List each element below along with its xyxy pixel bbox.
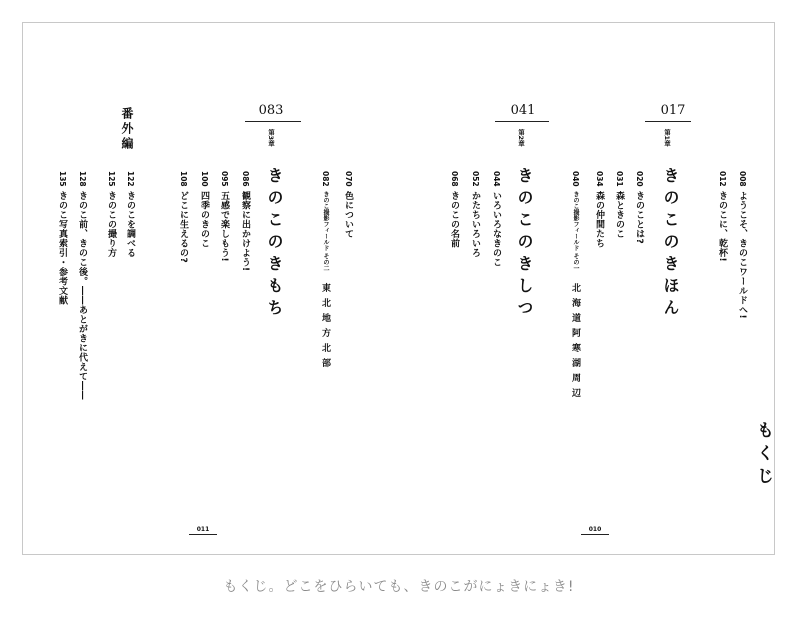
bangai-entry-3[interactable] [73, 171, 92, 400]
entry-title: 森ときのこ [614, 190, 624, 239]
entry-title: かたちいろいろ [470, 190, 480, 258]
field-location: 東北地方北部 [320, 282, 330, 373]
entry-title: きのこの撮り方 [106, 190, 116, 258]
page-number: 031 [615, 171, 624, 187]
entry-title: きのことは? [634, 190, 644, 244]
bangai-entry-1[interactable] [121, 171, 140, 257]
folio-right: 010 [581, 526, 609, 535]
page-number: 008 [738, 171, 747, 187]
caption: もくじ。どこをひらいても、きのこがにょきにょき! [223, 579, 575, 595]
intro-entry-1[interactable] [733, 171, 752, 319]
chapter2-rule [495, 121, 549, 122]
entry-title: きのこを調べる [125, 190, 135, 258]
page-number: 125 [107, 171, 116, 187]
entry-title: きのこ前、きのこ後。――あとがきに代えて―― [77, 190, 87, 400]
page-number: 108 [179, 171, 188, 187]
entry-title: 色について [343, 190, 353, 239]
entry-title: 森の仲間たち [594, 190, 604, 248]
field-entry-1[interactable] [569, 171, 582, 403]
chapter1-entry-2[interactable] [610, 171, 629, 238]
page-number: 034 [595, 171, 604, 187]
mokuji-title: もくじ [753, 421, 773, 490]
entry-title: どこに生えるの? [178, 190, 188, 263]
chapter2-entry-1[interactable] [487, 171, 506, 267]
page-number: 128 [78, 171, 87, 187]
chapter3-title[interactable]: きのこのきもち [265, 167, 284, 321]
folio-left: 011 [189, 526, 217, 535]
chapter2-label: 第2章 [517, 129, 525, 147]
chapter3-label: 第3章 [267, 129, 275, 147]
field-title: きのこ撮影フィールド その一 [572, 190, 579, 271]
chapter3-number: 083 [258, 103, 284, 118]
field-entry-2[interactable] [319, 171, 332, 373]
entry-title: きのこ写真索引・参考文献 [57, 190, 67, 305]
page-number: 095 [220, 171, 229, 187]
chapter3-entry-5[interactable] [174, 171, 193, 263]
chapter2-entry-3[interactable] [445, 171, 464, 248]
book-spread [22, 22, 775, 555]
page-number: 086 [241, 171, 250, 187]
bangai-title[interactable]: 番外編 [120, 107, 134, 152]
page-number: 012 [718, 171, 727, 187]
page-number: 020 [635, 171, 644, 187]
entry-title: 観察に出かけよう! [240, 190, 250, 272]
chapter3-entry-4[interactable] [195, 171, 214, 248]
chapter1-label: 第1章 [663, 129, 671, 147]
chapter1-entry-3[interactable] [590, 171, 609, 248]
chapter2-title[interactable]: きのこのきしつ [515, 167, 534, 321]
page-number: 040 [571, 171, 580, 187]
page-number: 122 [126, 171, 135, 187]
page-number: 052 [471, 171, 480, 187]
entry-title: ようこそ、きのこワールドへ! [737, 190, 747, 319]
page-number: 068 [450, 171, 459, 187]
field-location: 北海道阿寒湖周辺 [570, 282, 580, 403]
chapter3-entry-3[interactable] [215, 171, 234, 262]
entry-title: いろいろなきのこ [491, 190, 501, 267]
entry-title: きのこに、乾杯! [717, 190, 727, 262]
chapter1-rule [645, 121, 691, 122]
page-number: 082 [321, 171, 330, 187]
intro-entry-2[interactable] [713, 171, 732, 262]
chapter1-entry-1[interactable] [630, 171, 649, 244]
page-number: 044 [492, 171, 501, 187]
chapter1-number: 017 [660, 103, 686, 118]
chapter2-entry-2[interactable] [466, 171, 485, 257]
entry-title: 五感で楽しもう! [219, 190, 229, 262]
page-number: 135 [58, 171, 67, 187]
chapter3-entry-1[interactable] [339, 171, 358, 238]
entry-title: 四季のきのこ [199, 190, 209, 248]
page-number: 100 [200, 171, 209, 187]
bangai-entry-2[interactable] [102, 171, 121, 257]
page-number: 070 [344, 171, 353, 187]
field-title: きのこ撮影フィールド その二 [322, 190, 329, 271]
entry-title: きのこの名前 [449, 190, 459, 248]
chapter3-rule [245, 121, 301, 122]
bangai-entry-4[interactable] [53, 171, 72, 305]
chapter2-number: 041 [510, 103, 536, 118]
chapter1-title[interactable]: きのこのきほん [661, 167, 680, 321]
chapter3-entry-2[interactable] [236, 171, 255, 271]
